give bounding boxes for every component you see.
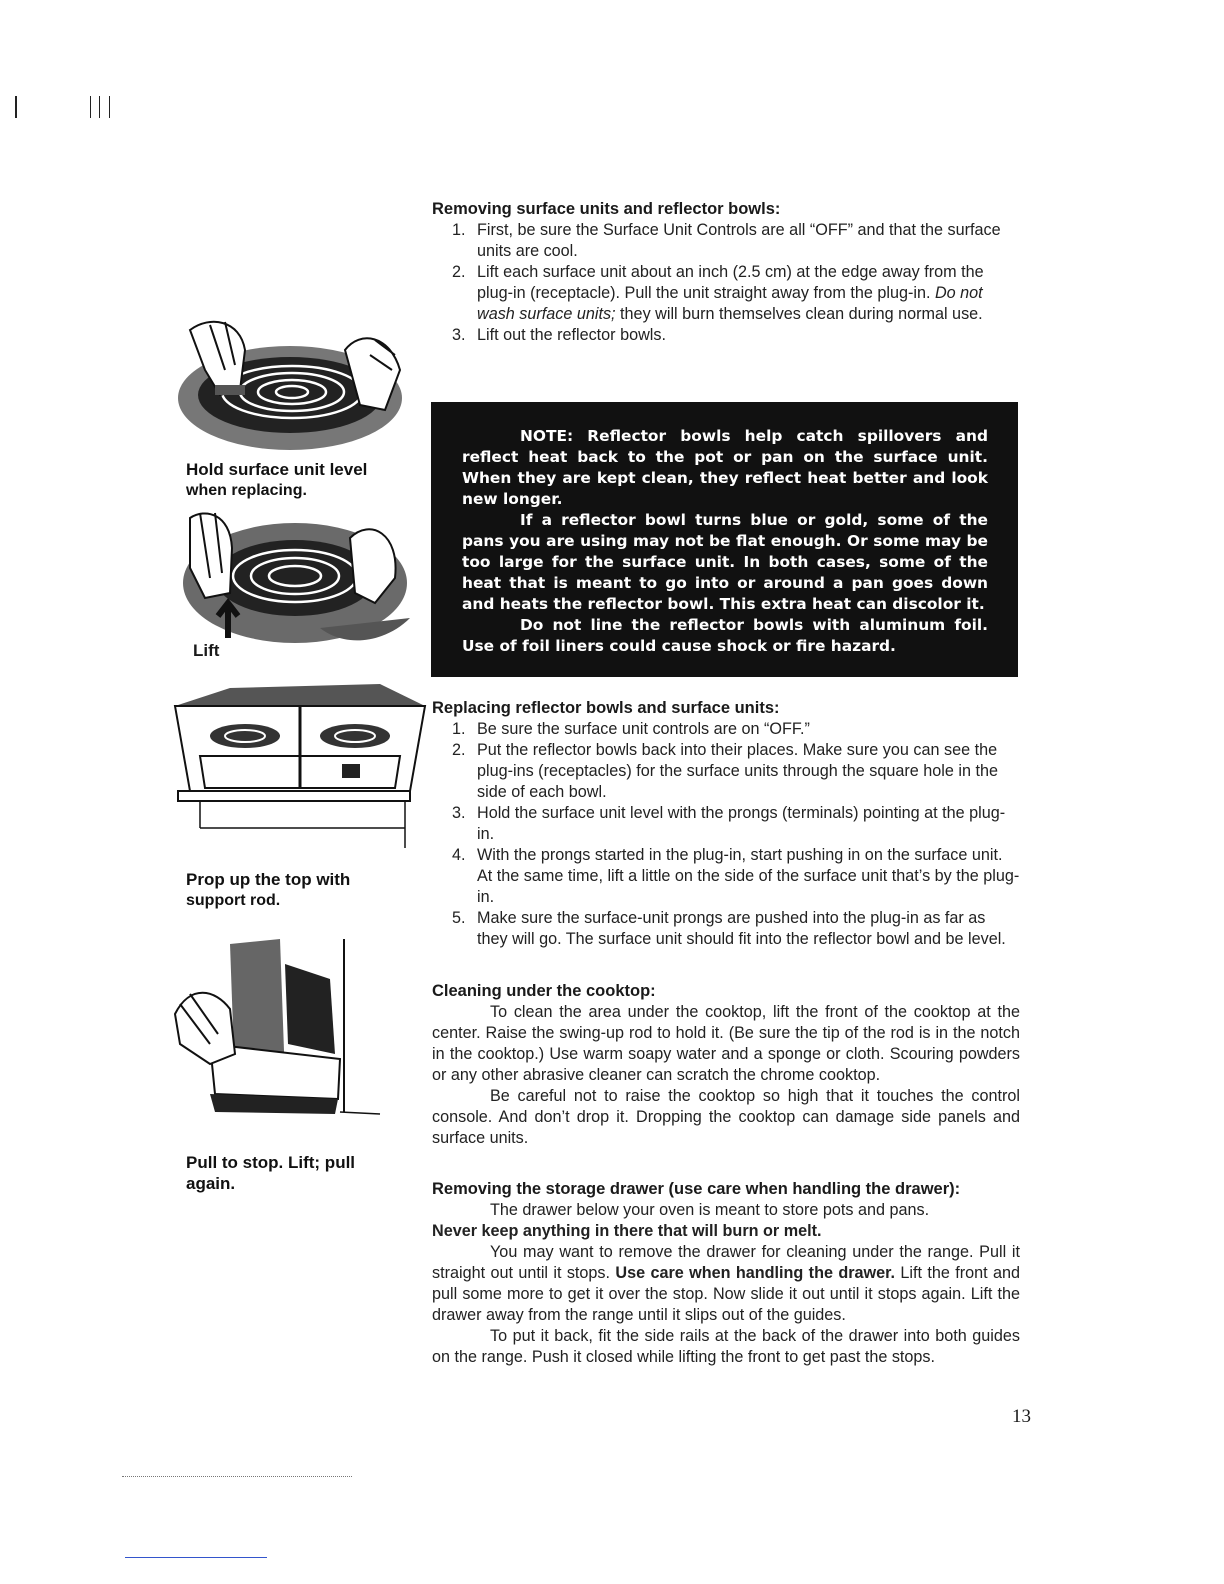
step-text: With the prongs started in the plug-in, start pushing in on the surface unit. At the same time, lift a little on the side of the surface unit that’s by the plug-in. [477, 846, 1020, 906]
note-box [431, 402, 1018, 677]
note-paragraph: NOTE: Reflector bowls help catch spillovers and reflect heat back to the pot or pan on the surface unit. When they are kept clean, they reflect heat better and look new longer. [462, 427, 988, 508]
list-item [432, 220, 1020, 262]
drawer-heading: Removing the storage drawer (use care when handling the drawer): [432, 1180, 961, 1198]
cooktop-raised-illustration [170, 676, 432, 856]
cleaning-paragraph: To clean the area under the cooktop, lift the front of the cooktop at the center. Raise the swing-up rod to hold it. (Be sure the tip of the rod is in the notch in the cooktop.) Use warm soapy water and a sponge or cloth. Scouring powders or any other abrasive cleaner can scratch the chrome cooktop. [432, 1003, 1020, 1084]
replacing-heading: Replacing reflector bowls and surface units: [432, 699, 780, 717]
list-item [432, 803, 1020, 845]
scan-artifact [122, 1476, 352, 1477]
step-emphasis: Do not wash surface units; [477, 284, 983, 323]
step-number: 1. [452, 720, 466, 738]
list-item [432, 908, 1020, 950]
drawer-text: Lift the front and pull some more to get it over the stop. Now slide it out until it stops again. Lift the drawer away from the range until it slips out of the guides. [432, 1264, 1020, 1324]
step-text: Be sure the surface unit controls are on “OFF.” [477, 720, 810, 738]
scan-mark [99, 96, 100, 118]
caption-prop-top: Prop up the top with support rod. [186, 870, 351, 909]
drawer-paragraph: The drawer below your oven is meant to store pots and pans. [490, 1201, 930, 1219]
step-text: Make sure the surface-unit prongs are pushed into the plug-in as far as they will go. The surface unit should fit into the reflector bowl and be level. [477, 909, 1006, 948]
step-text: they will burn themselves clean during normal use. [615, 305, 983, 323]
list-item [432, 325, 1020, 346]
drawer-emphasis: Use care when handling the drawer. [615, 1264, 896, 1282]
note-paragraph: Do not line the reflector bowls with aluminum foil. Use of foil liners could cause shock or fire hazard. [462, 616, 988, 655]
removing-heading: Removing surface units and reflector bowls: [432, 200, 781, 218]
drawer-illustration [170, 934, 385, 1129]
scan-artifact [125, 1557, 267, 1558]
list-item [432, 719, 1020, 740]
note-paragraph: If a reflector bowl turns blue or gold, some of the pans you are using may not be flat enough. Or some may be too large for the surface unit. In both cases, some of the heat that is meant to go into or around a pan goes down and heats the reflector bowl. This extra heat can discolor it. [462, 511, 988, 613]
lift-label: Lift [193, 641, 220, 660]
scan-mark [15, 96, 17, 118]
step-number: 2. [452, 263, 466, 281]
drawer-section [432, 1179, 1020, 1368]
caption-pull-stop: Pull to stop. Lift; pull again. [186, 1153, 356, 1193]
drawer-warning: Never keep anything in there that will burn or melt. [432, 1222, 822, 1240]
drawer-paragraph [432, 1242, 1020, 1326]
step-number: 3. [452, 804, 466, 822]
surface-unit-illustration [170, 310, 415, 460]
step-number: 5. [452, 909, 466, 927]
removing-section [432, 199, 1020, 346]
cleaning-section [432, 981, 1020, 1149]
list-item [432, 740, 1020, 803]
list-item [432, 845, 1020, 908]
drawer-text: You may want to remove the drawer for cleaning under the range. Pull it straight out until it stops. [432, 1243, 1020, 1282]
list-item [432, 262, 1020, 325]
drawer-paragraph: To put it back, fit the side rails at the back of the drawer into both guides on the range. Push it closed while lifting the front to get past the stops. [432, 1327, 1020, 1366]
scan-mark [90, 96, 91, 118]
step-number: 1. [452, 221, 466, 239]
caption-hold-level: Hold surface unit level when replacing. [186, 460, 368, 499]
scan-mark [109, 96, 110, 118]
step-number: 4. [452, 846, 466, 864]
cleaning-heading: Cleaning under the cooktop: [432, 982, 656, 1000]
replacing-section [432, 698, 1020, 950]
step-text: Lift each surface unit about an inch (2.5 cm) at the edge away from the plug-in (receptacle). Pull the unit straight away from the plug-in. [477, 263, 984, 302]
step-number: 3. [452, 326, 466, 344]
step-text: Put the reflector bowls back into their places. Make sure you can see the plug-ins (receptacles) for the surface units through the square hole in the side of each bowl. [477, 741, 998, 801]
step-text: Hold the surface unit level with the prongs (terminals) pointing at the plug-in. [477, 804, 1006, 843]
step-text: Lift out the reflector bowls. [477, 326, 666, 344]
step-number: 2. [452, 741, 466, 759]
removing-steps [432, 220, 1020, 346]
page-number: 13 [1012, 1406, 1031, 1427]
cleaning-paragraph: Be careful not to raise the cooktop so high that it touches the control console. And don’t drop it. Dropping the cooktop can damage side panels and surface units. [432, 1087, 1020, 1147]
step-text: First, be sure the Surface Unit Controls are all “OFF” and that the surface units are cool. [477, 221, 1001, 260]
replacing-steps [432, 719, 1020, 950]
